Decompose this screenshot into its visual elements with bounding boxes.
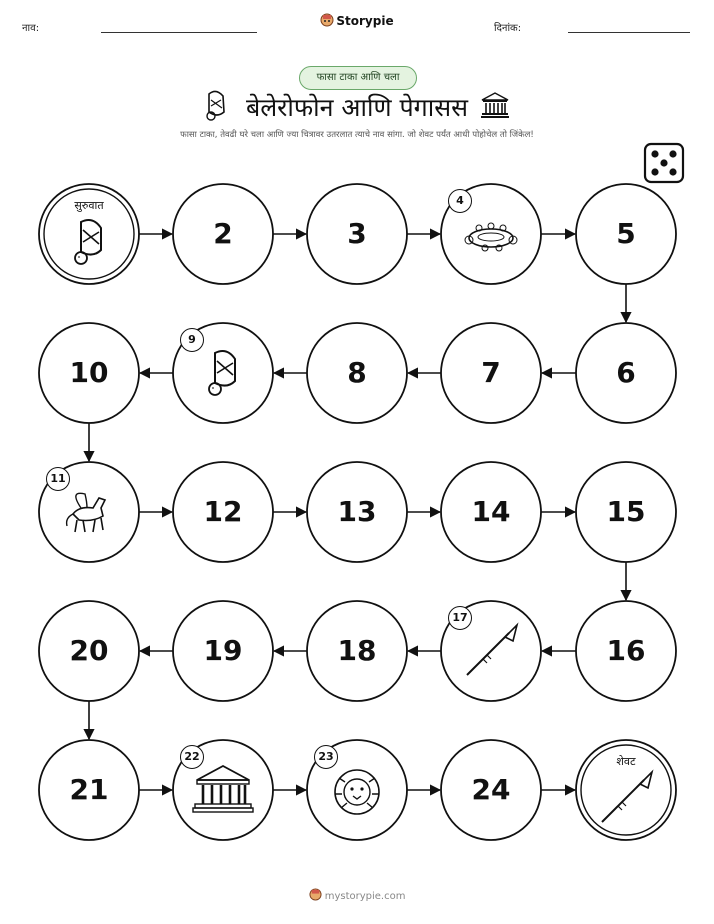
space-number: 15 <box>606 495 646 528</box>
space-number: 14 <box>471 495 511 528</box>
space-number: 21 <box>69 773 109 806</box>
brand-name: Storypie <box>336 14 394 28</box>
space-number: 20 <box>69 634 109 667</box>
date-label: दिनांक: <box>494 23 522 34</box>
name-label: नाव: <box>22 23 40 34</box>
space-number-badge: 9 <box>180 328 204 352</box>
footer <box>0 888 714 902</box>
footer-url: mystorypie.com <box>324 891 406 902</box>
space-number-badge: 22 <box>180 745 204 769</box>
space-number: 16 <box>606 634 646 667</box>
finish-label: शेवट <box>616 755 636 768</box>
space-number: 12 <box>203 495 243 528</box>
storypie-logo-icon <box>309 888 322 901</box>
start-label: सुरुवात <box>74 199 104 212</box>
space-number-badge: 11 <box>46 467 70 491</box>
space-number: 3 <box>347 217 367 250</box>
space-number-badge: 4 <box>448 189 472 213</box>
space-number: 10 <box>69 356 109 389</box>
space-number: 7 <box>481 356 501 389</box>
game-type-tag: फासा टाका आणि चला <box>299 66 417 90</box>
space-number: 5 <box>616 217 636 250</box>
space-number: 18 <box>337 634 377 667</box>
space-number: 8 <box>347 356 367 389</box>
space-number: 2 <box>213 217 233 250</box>
space-number: 6 <box>616 356 636 389</box>
space-number: 19 <box>203 634 243 667</box>
space-number: 24 <box>471 773 511 806</box>
space-number-badge: 23 <box>314 745 338 769</box>
instructions: फासा टाका, तेवढी घरे चला आणि ज्या चित्रावर उतरलात त्याचे नाव सांगा. जो शेवट पर्यंत आधी पोहोचेल तो जिंकेल! <box>180 130 534 140</box>
page-title: बेलेरोफोन आणि पेगासस <box>245 93 469 122</box>
space-number-badge: 17 <box>448 606 472 630</box>
space-number: 13 <box>337 495 377 528</box>
